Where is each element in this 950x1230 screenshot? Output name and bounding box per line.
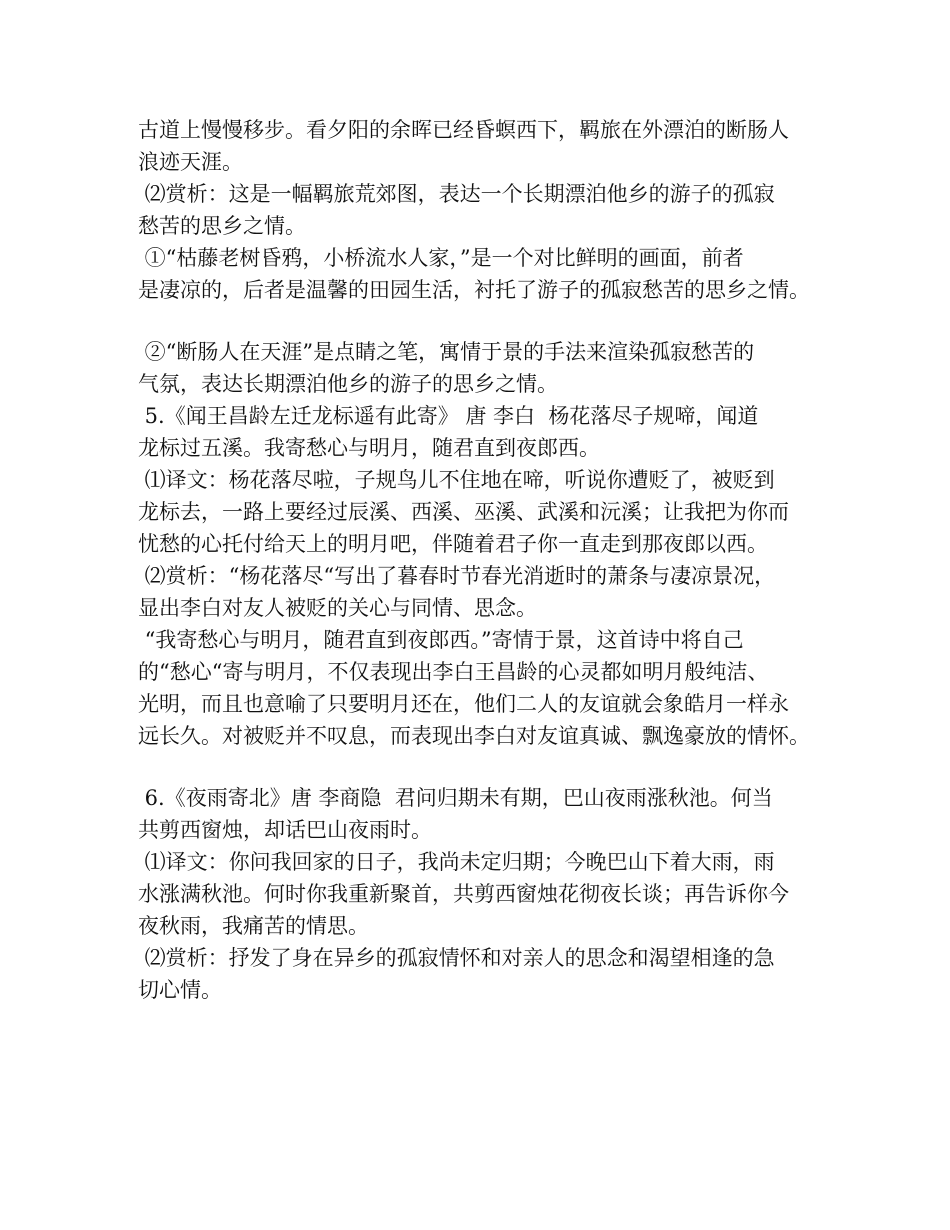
text-line: 的“愁心“寄与明月，不仅表现出李白王昌龄的心灵都如明月般纯洁、	[138, 660, 769, 684]
text-line: ⑵赏析：这是一幅羁旅荒郊图，表达一个长期漂泊他乡的游子的孤寂	[138, 182, 775, 206]
text-line: 切心情。	[138, 978, 222, 1002]
text-line: 5.《闻王昌龄左迁龙标遥有此寄》 唐 李白 杨花落尽子规啼，闻道	[138, 404, 759, 428]
text-line: 龙标过五溪。我寄愁心与明月，随君直到夜郎西。	[138, 436, 600, 460]
text-line: ①“枯藤老树昏鸦，小桥流水人家，”是一个对比鲜明的画面，前者	[138, 246, 744, 270]
paragraph-gap	[138, 306, 828, 336]
text-line: ⑵赏析：抒发了身在异乡的孤寂情怀和对亲人的思念和渴望相逢的急	[138, 946, 775, 970]
document-body	[138, 114, 828, 1006]
text-line: 古道上慢慢移步。看夕阳的余晖已经昏螟西下，羁旅在外漂泊的断肠人	[138, 118, 789, 142]
text-line: 气氛，表达长期漂泊他乡的游子的思乡之情。	[138, 372, 558, 396]
text-line: 共剪西窗烛，却话巴山夜雨时。	[138, 818, 432, 842]
text-line: 水涨满秋池。何时你我重新聚首，共剪西窗烛花彻夜长谈；再告诉你今	[138, 882, 789, 906]
text-line: 夜秋雨，我痛苦的情思。	[138, 914, 369, 938]
text-line: 龙标去，一路上要经过辰溪、西溪、巫溪、武溪和沅溪；让我把为你而	[138, 500, 789, 524]
text-line: “我寄愁心与明月，随君直到夜郎西。”寄情于景，这首诗中将自己	[138, 628, 744, 652]
text-line: 显出李白对友人被贬的关心与同情、思念。	[138, 596, 537, 620]
text-line: ⑴译文：杨花落尽啦，子规鸟儿不住地在啼，听说你遭贬了，被贬到	[138, 468, 775, 492]
text-line: ⑵赏析：“杨花落尽“写出了暮春时节春光消逝时的萧条与凄凉景况，	[138, 564, 776, 588]
text-line: 浪迹天涯。	[138, 150, 243, 174]
text-line: 6.《夜雨寄北》唐 李商隐 君问归期未有期，巴山夜雨涨秋池。何当	[138, 786, 773, 810]
text-line: ⑴译文：你问我回家的日子，我尚未定归期；今晚巴山下着大雨，雨	[138, 850, 775, 874]
text-line: 忧愁的心托付给天上的明月吧，伴随着君子你一直走到那夜郎以西。	[138, 532, 768, 556]
text-line: 是凄凉的，后者是温馨的田园生活，衬托了游子的孤寂愁苦的思乡之情。	[138, 278, 810, 302]
text-line: ②“断肠人在天涯”是点睛之笔，寓情于景的手法来渲染孤寂愁苦的	[138, 340, 755, 364]
paragraph-gap	[138, 752, 828, 782]
text-line: 远长久。对被贬并不叹息，而表现出李白对友谊真诚、飘逸豪放的情怀。	[138, 724, 810, 748]
text-line: 光明，而且也意喻了只要明月还在，他们二人的友谊就会象皓月一样永	[138, 692, 789, 716]
text-line: 愁苦的思乡之情。	[138, 214, 306, 238]
